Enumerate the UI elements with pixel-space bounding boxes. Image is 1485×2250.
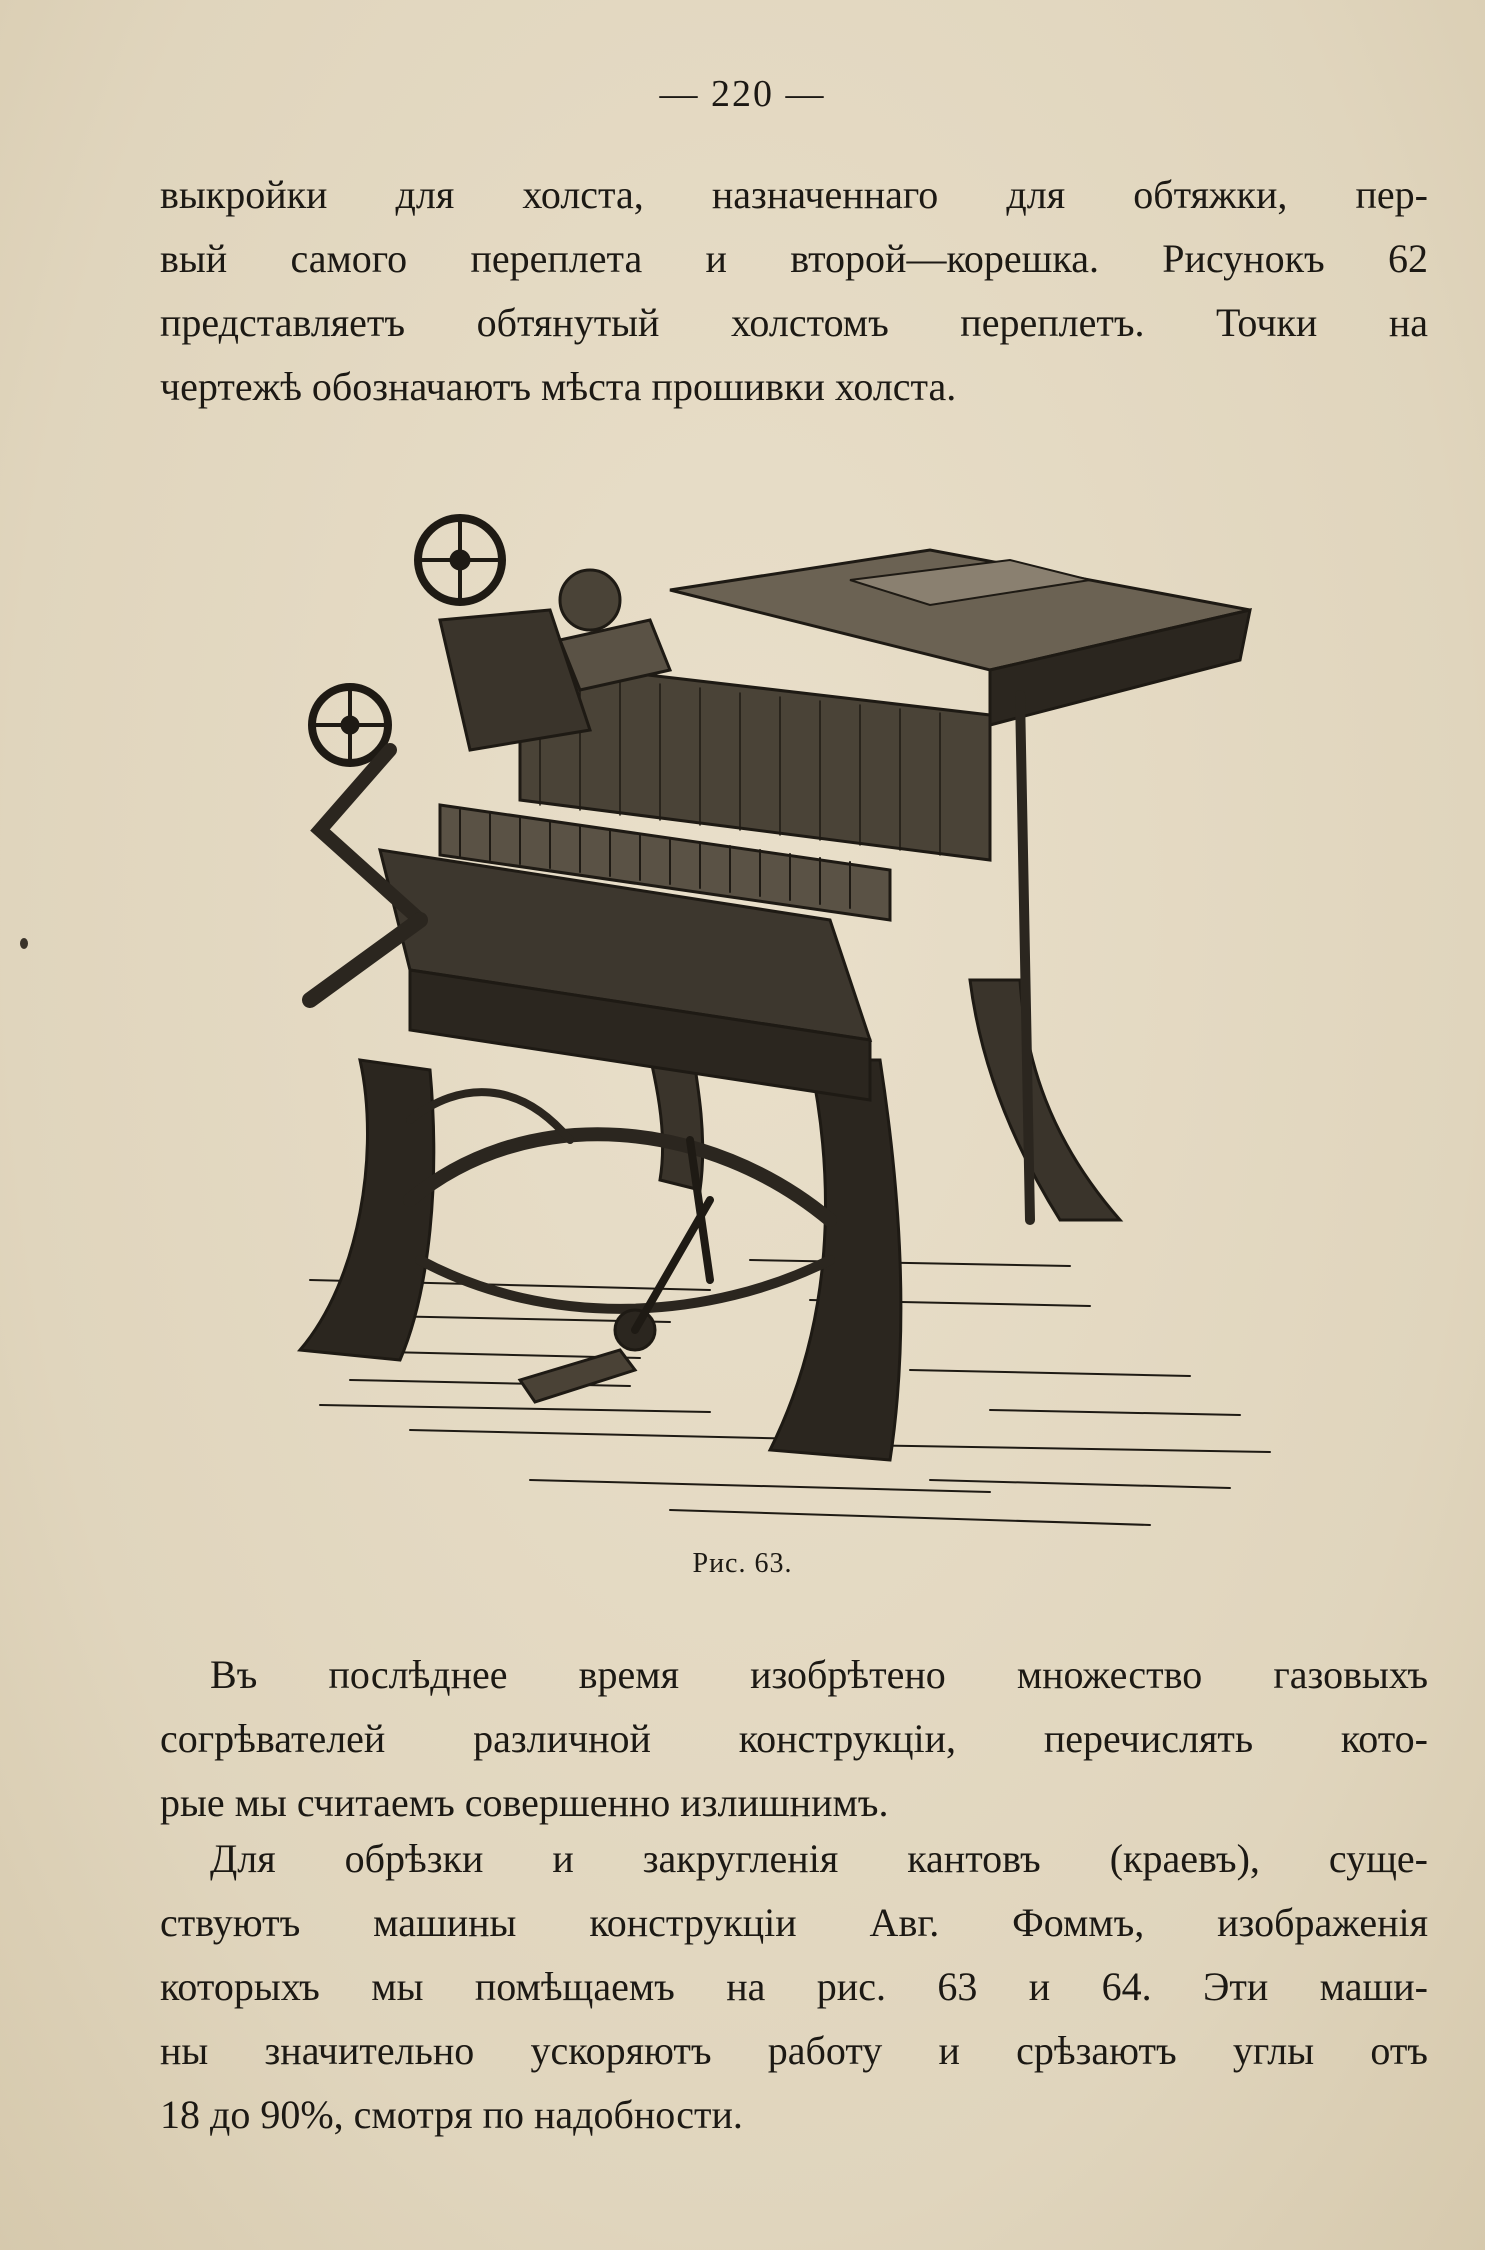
floor-hatching: [300, 1260, 1270, 1525]
cutting-machine-icon: [290, 500, 1280, 1550]
page-number: — 220 —: [659, 73, 826, 115]
machine-illustration: [290, 500, 1280, 1550]
text-line: выкройки для холста, назначеннаго для обтяжки, пер-: [160, 172, 1428, 217]
figure-caption: Рис. 63.: [692, 1548, 793, 1579]
text-line: рые мы считаемъ совершенно излишнимъ.: [160, 1780, 889, 1825]
text-line: вый самого переплета и второй—корешка. Рисунокъ 62: [160, 236, 1428, 281]
text-line: 18 до 90%, смотря по надобности.: [160, 2092, 743, 2137]
ink-speck: [20, 938, 28, 949]
text-line: чертежѣ обозначаютъ мѣста прошивки холста.: [160, 364, 957, 409]
text-line: ствуютъ машины конструкціи Авг. Фоммъ, изображенія: [160, 1900, 1428, 1945]
text-line: представляетъ обтянутый холстомъ переплетъ. Точки на: [160, 300, 1428, 345]
text-line: согрѣвателей различной конструкціи, перечислять кото-: [160, 1716, 1428, 1761]
text-line: Для обрѣзки и закругленія кантовъ (краевъ), суще-: [210, 1836, 1428, 1881]
paragraph-3: [160, 1827, 1428, 2147]
text-line: Въ послѣднее время изобрѣтено множество газовыхъ: [210, 1652, 1428, 1697]
text-line: ны значительно ускоряютъ работу и срѣзаютъ углы отъ: [160, 2028, 1428, 2073]
text-line: которыхъ мы помѣщаемъ на рис. 63 и 64. Эти маши-: [160, 1964, 1428, 2009]
paragraph-1: [160, 163, 1428, 419]
paragraph-2: [160, 1643, 1428, 1835]
